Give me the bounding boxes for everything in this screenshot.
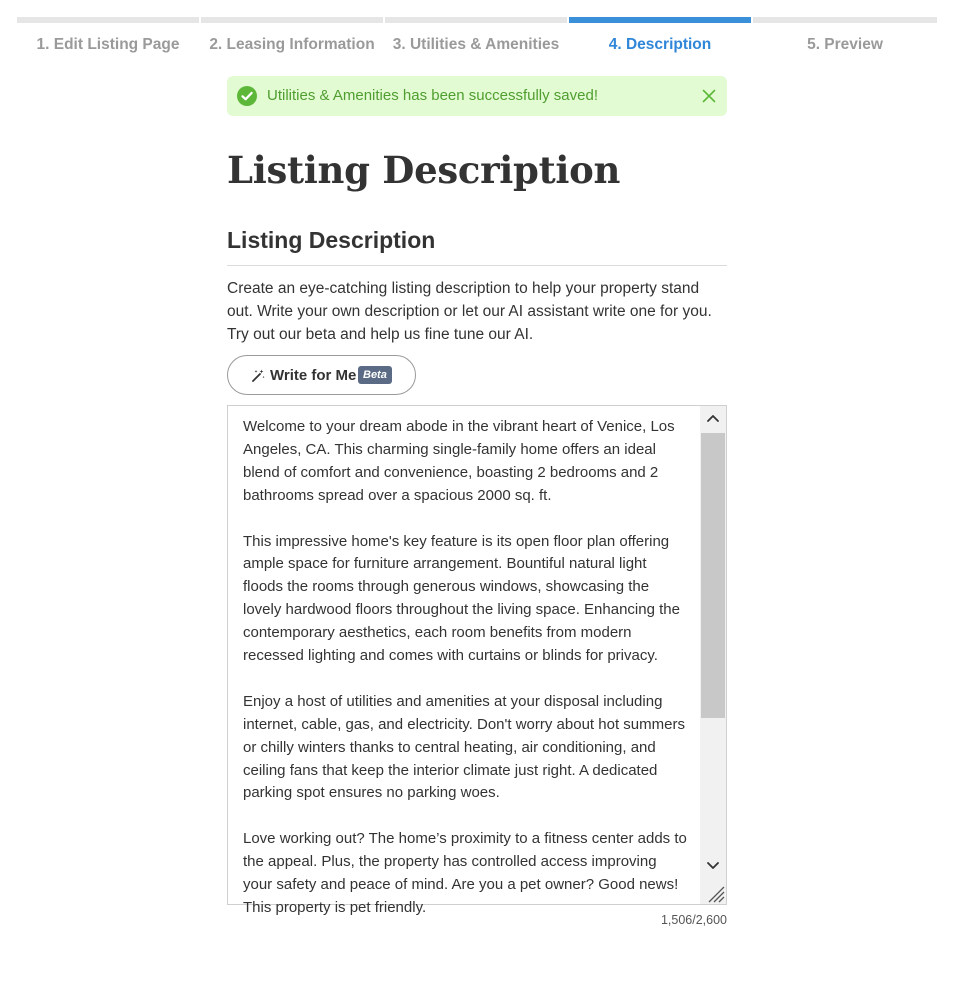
close-icon[interactable] <box>699 86 719 106</box>
step-label: 4. Description <box>608 36 712 53</box>
step-preview[interactable] <box>753 0 937 60</box>
step-label: 1. Edit Listing Page <box>36 36 180 53</box>
scroll-down-icon[interactable] <box>700 852 726 878</box>
description-textarea[interactable] <box>227 405 727 916</box>
step-edit-listing[interactable] <box>17 0 199 60</box>
section-divider <box>227 265 727 266</box>
section-title: Listing Description <box>227 227 436 253</box>
step-bar <box>17 17 199 23</box>
description-text[interactable] <box>243 416 688 943</box>
step-bar <box>753 17 937 23</box>
scrollbar-thumb[interactable] <box>701 433 725 718</box>
section-intro: Create an eye-catching listing description to help your property stand out. Write your own description or let our AI assistant write one for you. Try out our beta and help us fine tune our AI. <box>227 280 712 343</box>
character-counter: 1,506/2,600 <box>660 913 727 927</box>
resize-handle-icon[interactable] <box>703 881 725 903</box>
step-label: 3. Utilities & Amenities <box>392 36 560 53</box>
success-message: Utilities & Amenities has been successfully saved! <box>267 87 598 104</box>
description-paragraph: This impressive home's key feature is its open floor plan offering ample space for furniture arrangement. Bountiful natural light floods the rooms through generous windows, showcasing the lovely hardwood floors throughout the living space. Enhancing the contemporary aesthetics, each room benefits from modern recessed lighting and comes with curtains or blinds for privacy. <box>243 532 680 665</box>
success-banner <box>227 76 727 116</box>
description-paragraph: Love working out? The home’s proximity to a fitness center adds to the appeal. Plus, the property has controlled access improving your safety and peace of mind. Are you a pet owner? Good news! This property is pet friendly. <box>243 830 687 916</box>
step-bar <box>201 17 383 23</box>
write-for-me-button[interactable] <box>227 355 416 395</box>
step-bar <box>569 17 751 23</box>
step-label: 2. Leasing Information <box>209 36 375 53</box>
textarea-scrollbar[interactable] <box>700 406 726 904</box>
magic-wand-icon <box>251 368 266 383</box>
progress-stepper <box>0 0 977 60</box>
scroll-up-icon[interactable] <box>700 406 726 432</box>
step-label: 5. Preview <box>807 36 883 53</box>
step-bar <box>385 17 567 23</box>
check-circle-icon <box>237 86 257 106</box>
description-paragraph: Welcome to your dream abode in the vibrant heart of Venice, Los Angeles, CA. This charming single-family home offers an ideal blend of comfort and convenience, boasting 2 bedrooms and 2 bathrooms spread over a spacious 2000 sq. ft. <box>243 418 675 504</box>
step-utilities-amenities[interactable] <box>385 0 567 60</box>
step-leasing-information[interactable] <box>201 0 383 60</box>
beta-badge: Beta <box>358 366 392 384</box>
description-paragraph: Enjoy a host of utilities and amenities at your disposal including internet, cable, gas, and electricity. Don't worry about hot summers or chilly winters thanks to central heating, air conditioning, and ceiling fans that keep the interior climate just right. A dedicated parking spot ensures no parking woes. <box>243 692 685 802</box>
write-for-me-label: Write for Me <box>270 367 357 384</box>
page-title: Listing Description <box>227 148 621 192</box>
step-description[interactable] <box>569 0 751 60</box>
